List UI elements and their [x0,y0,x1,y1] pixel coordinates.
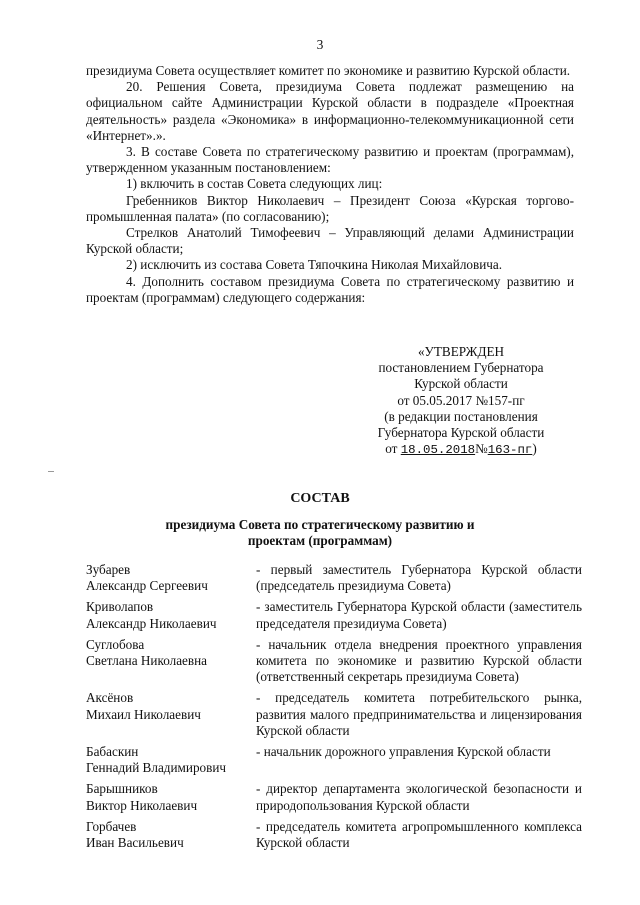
closing-paren: ) [532,441,537,457]
member-name [86,781,256,813]
approval-line: (в редакции постановления [384,408,538,424]
paragraph: Гребенников Виктор Николаевич – Президент Союза «Курская торгово-промышленная палата» (по согласованию); [86,192,574,224]
member-name [86,599,256,631]
paragraph: 4. Дополнить составом президиума Совета по стратегическому развитию и проектам (программам) следующего содержания: [86,273,574,305]
member-given-names: Александр Сергеевич [86,578,208,594]
member-given-names: Виктор Николаевич [86,797,198,813]
body-text [86,63,574,306]
approval-line: Курской области [414,376,508,392]
member-given-names: Михаил Николаевич [86,706,201,722]
approval-line: постановлением Губернатора [378,360,544,376]
member-surname: Криволапов [86,599,154,615]
member-surname: Зубарев [86,562,131,577]
member-surname: Барышников [86,781,158,797]
member-row [86,690,582,739]
member-position: - начальник отдела внедрения проектного управления комитета по экономике и развитию Курской области (ответственный секретарь президиума Совета) [256,636,582,685]
member-surname: Суглобова [86,636,145,652]
paragraph: 2) исключить из состава Совета Тяпочкина Николая Михайловича. [126,257,503,273]
approval-stamp [361,344,561,458]
member-name [86,690,256,739]
member-row [86,637,582,686]
member-surname: Аксёнов [86,690,134,706]
member-position: - председатель комитета потребительского рынка, развития малого предпринимательства и лицензирования Курской области [256,690,582,738]
number-sign: № [475,441,488,457]
member-row [86,819,582,851]
member-row [86,781,582,813]
subtitle-line: президиума Совета по стратегическому развитию и [165,517,475,532]
page-number: 3 [316,37,324,52]
member-position: - директор департамента экологической безопасности и природопользования Курской области [256,781,582,813]
margin-mark [48,471,54,472]
section-subtitle [140,517,500,549]
member-row [86,599,582,631]
member-row [86,744,582,776]
approval-line: «УТВЕРЖДЕН [417,344,505,359]
paragraph: 20. Решения Совета, президиума Совета подлежат размещению на официальном сайте Администрации Курской области в подразделе «Проектная деятельность» раздела «Экономика» в информационно-телекоммуникационной сети «Интернет».». [86,79,574,143]
member-name [86,744,256,776]
member-given-names: Геннадий Владимирович [86,760,227,776]
member-position: - председатель комитета агропромышленного комплекса Курской области [256,818,582,851]
member-given-names: Светлана Николаевна [86,653,208,669]
member-surname: Бабаскин [86,744,139,760]
member-name [86,819,256,851]
paragraph: Стрелков Анатолий Тимофеевич – Управляющий делами Администрации Курской области; [86,225,574,257]
approval-date-line [361,441,561,458]
paragraph: 1) включить в состав Совета следующих лиц: [126,176,383,192]
approval-line: от 05.05.2017 №157-пг [397,392,525,408]
approval-line: Губернатора Курской области [377,425,545,441]
paragraph: президиума Совета осуществляет комитет по экономике и развитию Курской области. [86,63,571,78]
member-given-names: Александр Николаевич [86,615,217,631]
date-prefix: от [385,441,398,457]
member-given-names: Иван Васильевич [86,835,184,851]
member-surname: Горбачев [86,818,137,834]
date-value: 18.05.2018 [400,443,476,458]
section-title: СОСТАВ [290,491,350,506]
members-list [86,562,582,856]
member-position: - заместитель Губернатора Курской области (заместитель председателя президиума Совета) [256,599,582,631]
member-position: - начальник дорожного управления Курской области [256,744,551,760]
paragraph: 3. В составе Совета по стратегическому развитию и проектам (программам), утвержденном указанным постановлением: [86,144,574,176]
subtitle-line: проектам (программам) [247,533,393,549]
member-position: - первый заместитель Губернатора Курской области (председатель президиума Совета) [256,562,582,594]
member-row [86,562,582,594]
member-name [86,562,256,594]
number-value: 163-пг [487,443,533,458]
member-name [86,637,256,686]
